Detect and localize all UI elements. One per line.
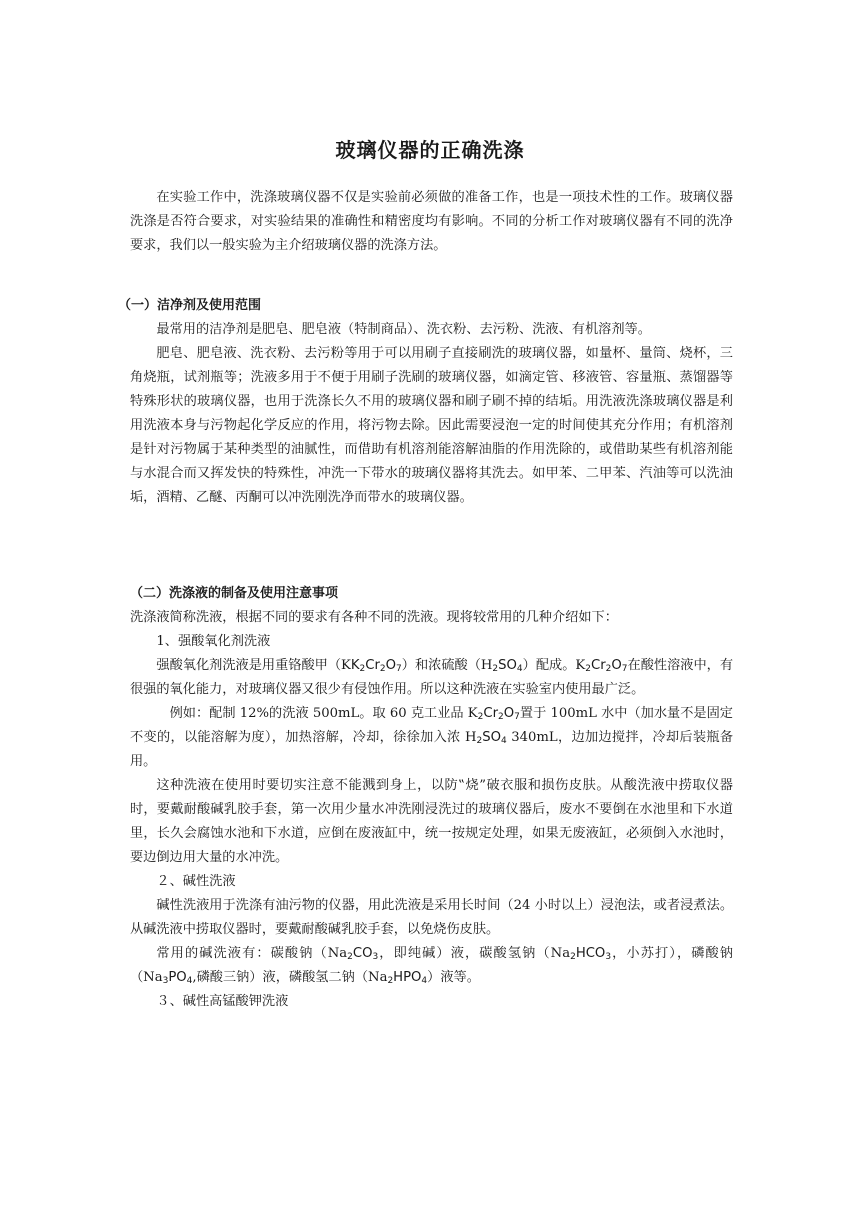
section1-paragraph-2: 肥皂、肥皂液、洗衣粉、去污粉等用于可以用刷子直接刷洗的玻璃仪器，如量杯、量筒、烧杯，三角烧瓶，试剂瓶等；洗液多用于不便于用刷子洗刷的玻璃仪器，如滴定管、移液管、容量瓶、蒸馏器等特殊形状的玻璃仪器，也用于洗涤长久不用的玻璃仪器和刷子刷不掉的结垢。用洗液洗涤玻璃仪器是利用洗液本身与污物起化学反应的作用，将污物去除。因此需要浸泡一定的时间使其充分作用；有机溶剂是针对污物属于某种类型的油腻性，而借助有机溶剂能溶解油脂的作用洗除的，或借助某些有机溶剂能与水混合而又挥发快的特殊性，冲洗一下带水的玻璃仪器将其洗去。如甲苯、二甲苯、汽油等可以洗油垢，酒精、乙醚、丙酮可以冲洗刚洗净而带水的玻璃仪器。 xyxy=(130,346,733,505)
item1-paragraph-1: 强酸氧化剂洗液是用重铬酸甲$(KK_2Cr_2O_7)$和浓硫酸$(H_2SO_4)$配成。$K_2Cr_2O_7$在酸性溶液中，有很强的氧化能力，对玻璃仪器又很少有侵蚀作用。所以这种洗液在实验室内使用最广泛。 xyxy=(130,658,734,697)
item2-label: ２、碱性洗液 xyxy=(156,874,236,889)
section2-block xyxy=(130,582,733,1014)
intro-block xyxy=(130,186,733,258)
item1-paragraph-2: 例如：配制 12%的洗液 500mL。取 60 克工业品 $K_2Cr_2O_7$置于 100mL 水中（加水量不是固定不变的，以能溶解为度），加热溶解，冷却，徐徐加入浓 $H_2SO_4$ 340mL，边加边搅拌，冷却后装瓶备用。 xyxy=(130,706,733,769)
section1-heading: （一）洁净剂及使用范围 xyxy=(118,298,262,313)
section1-paragraph-1: 最常用的洁净剂是肥皂、肥皂液（特制商品）、洗衣粉、去污粉、洗液、有机溶剂等。 xyxy=(156,322,651,337)
section1-block xyxy=(130,318,733,510)
document-title: 玻璃仪器的正确洗涤 xyxy=(335,138,525,162)
section2-lead: 洗涤液简称洗液，根据不同的要求有各种不同的洗液。现将较常用的几种介绍如下： xyxy=(130,610,618,625)
item2-paragraph-1: 碱性洗液用于洗涤有油污物的仪器，用此洗液是采用长时间（24 小时以上）浸泡法，或者浸煮法。从碱洗液中捞取仪器时，要戴耐酸碱乳胶手套，以免烧伤皮肤。 xyxy=(130,898,733,937)
item1-paragraph-3: 这种洗液在使用时要切实注意不能溅到身上，以防‟烧”破衣服和损伤皮肤。从酸洗液中捞取仪器时，要戴耐酸碱乳胶手套，第一次用少量水冲洗刚浸洗过的玻璃仪器后，废水不要倒在水池里和下水道里，长久会腐蚀水池和下水道，应倒在废液缸中，统一按规定处理，如果无废液缸，必须倒入水池时，要边倒边用大量的水冲洗。 xyxy=(130,778,733,865)
section2-heading: （二）洗涤液的制备及使用注意事项 xyxy=(130,586,339,601)
item3-label: ３、碱性高锰酸钾洗液 xyxy=(156,994,289,1009)
item2-paragraph-2: 常用的碱洗液有：碳酸钠（$Na_2CO_3$，即纯碱）液，碳酸氢钠（$Na_2HCO_3$，小苏打），磷酸钠（$Na_3PO_4$,磷酸三钠）液，磷酸氢二钠$(Na_2HPO_4)$液等。 xyxy=(130,946,733,986)
intro-paragraph: 在实验工作中，洗涤玻璃仪器不仅是实验前必须做的准备工作，也是一项技术性的工作。玻璃仪器洗涤是否符合要求，对实验结果的准确性和精密度均有影响。不同的分析工作对玻璃仪器有不同的洗净要求，我们以一般实验为主介绍玻璃仪器的洗涤方法。 xyxy=(130,190,733,253)
item1-label: 1、强酸氧化剂洗液 xyxy=(156,634,271,649)
section1-heading-block xyxy=(118,294,733,318)
